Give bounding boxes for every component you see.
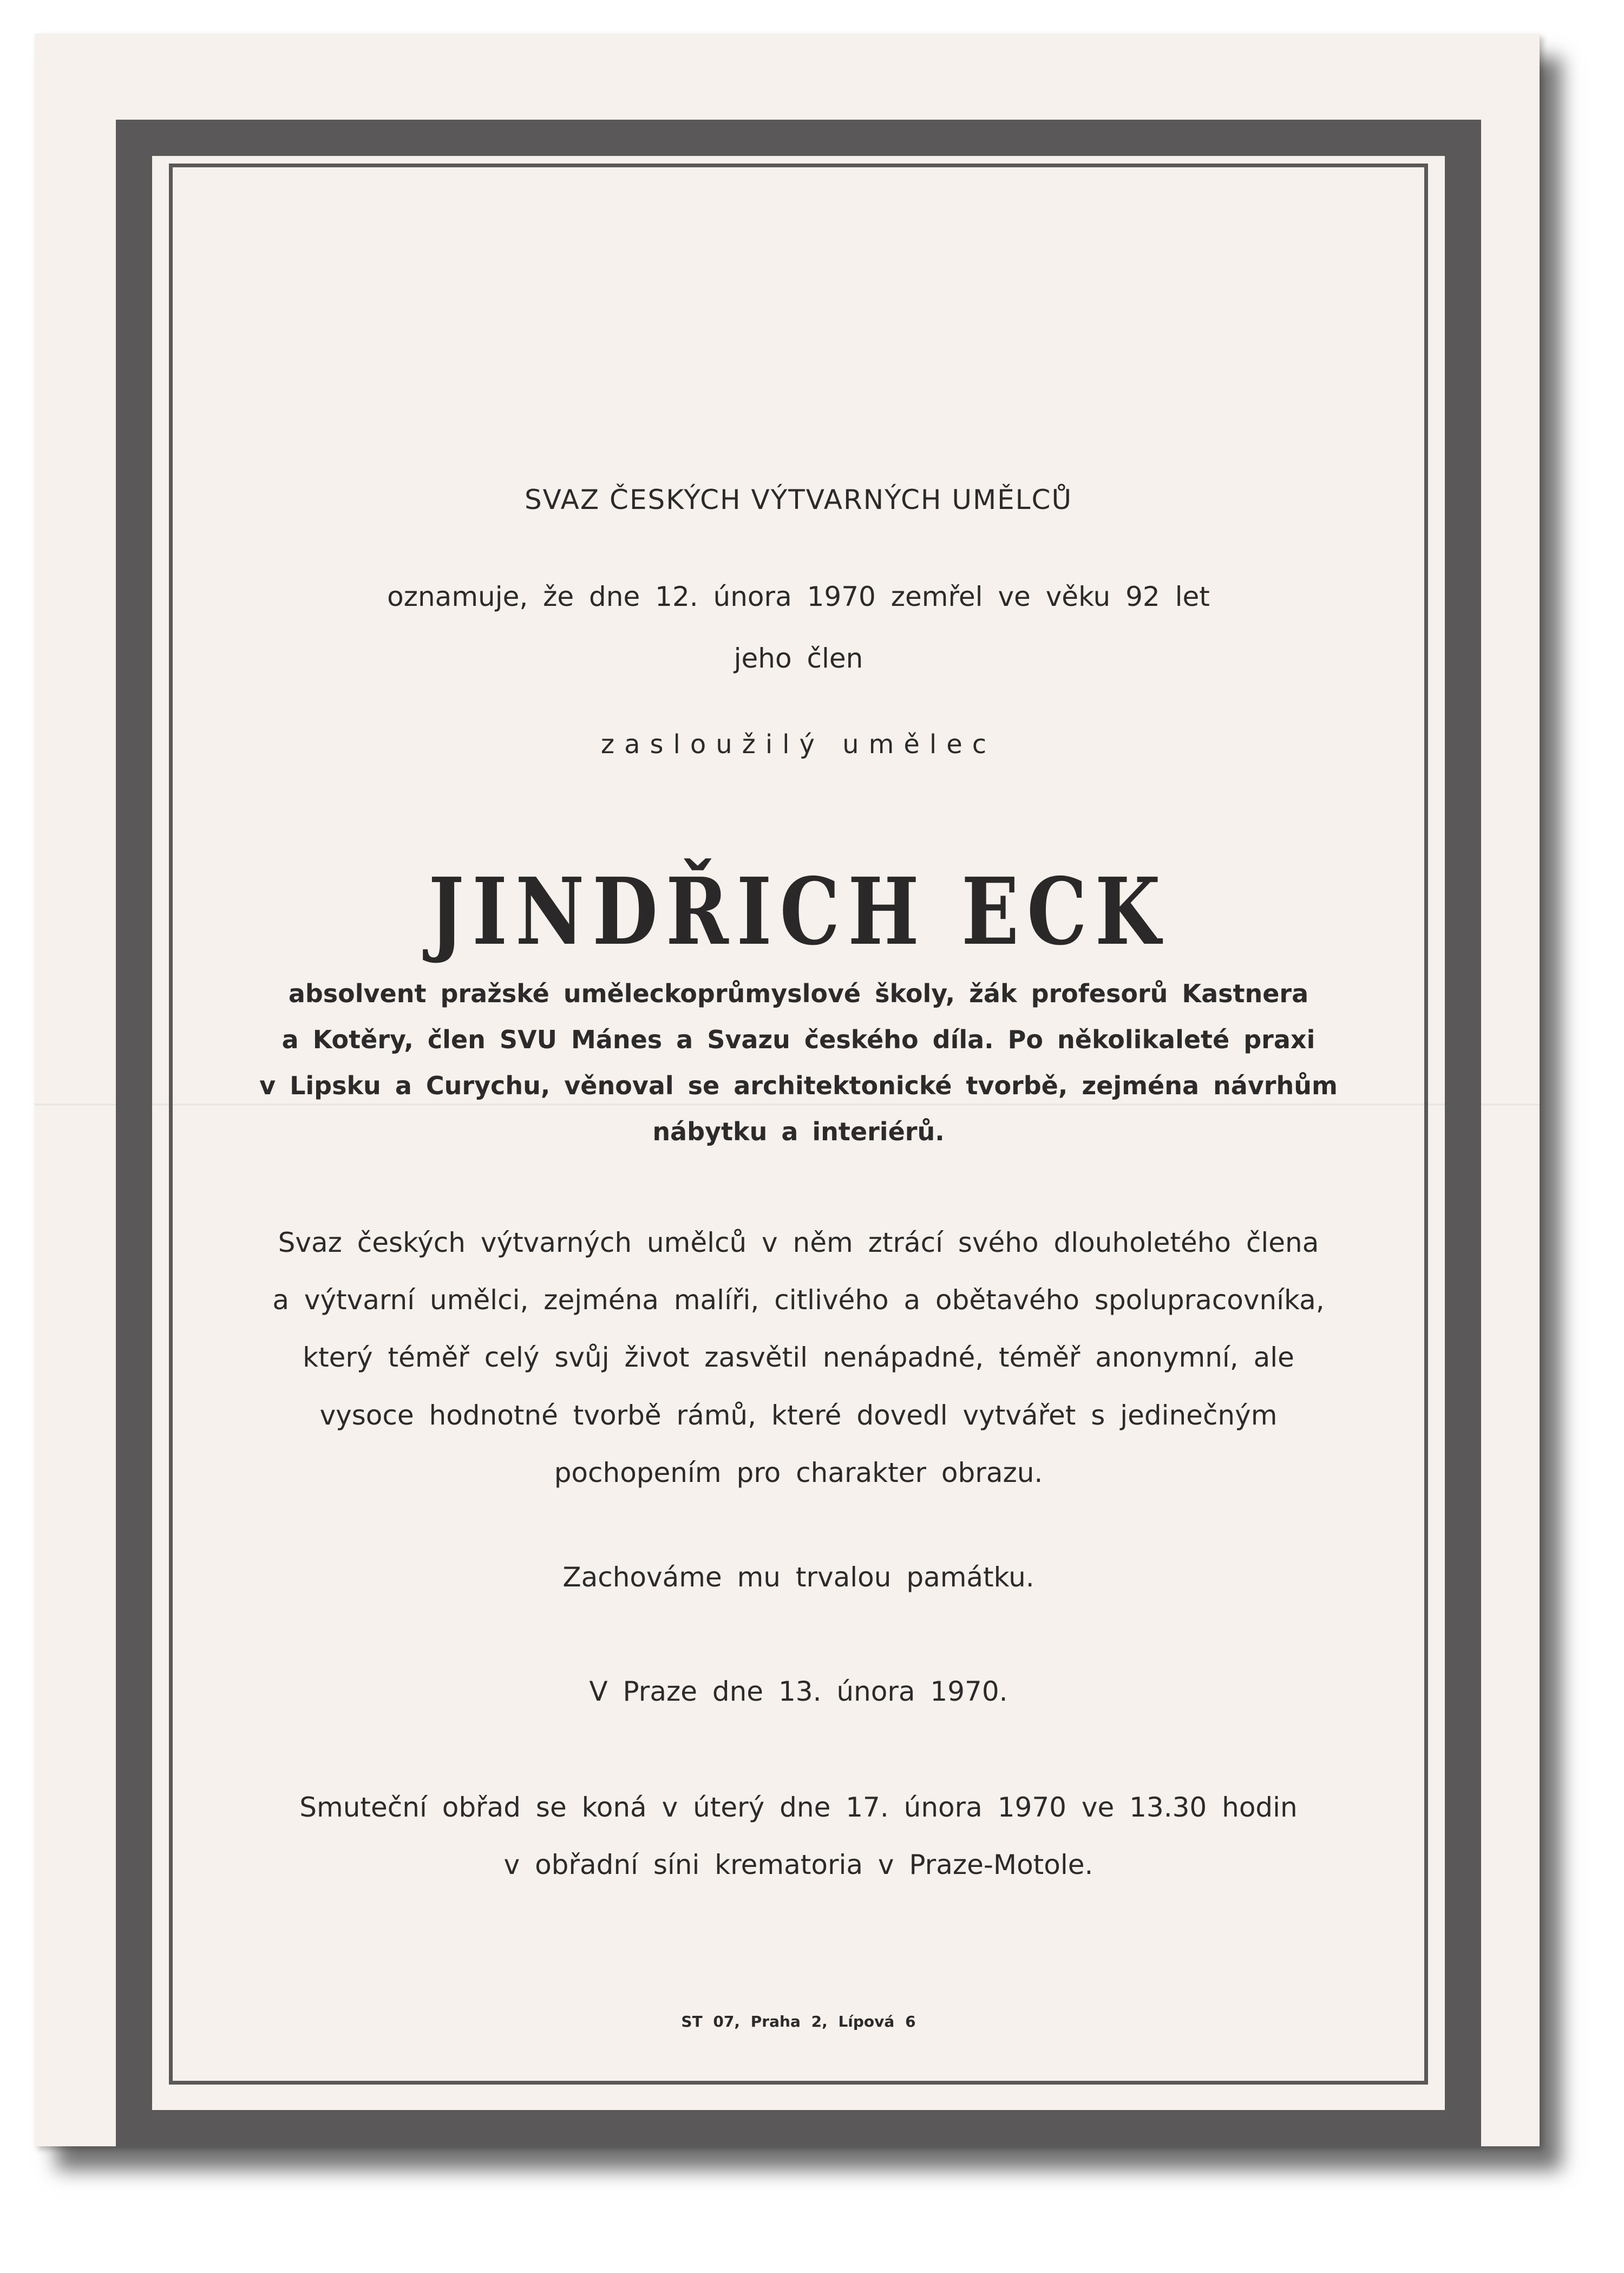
- bio-line: a Kotěry, člen SVU Mánes a Svazu českého díla. Po několikaleté praxi: [281, 1025, 1315, 1054]
- funeral-notice-sheet: [35, 34, 1540, 2146]
- member-line: jeho člen: [734, 643, 863, 674]
- remembrance-line: Zachováme mu trvalou památku.: [562, 1562, 1034, 1593]
- organization-heading: SVAZ ČESKÝCH VÝTVARNÝCH UMĚLCŮ: [524, 484, 1073, 515]
- bio-line: absolvent pražské uměleckoprůmyslové školy, žák profesorů Kastnera: [288, 979, 1309, 1008]
- ceremony-line: Smuteční obřad se koná v úterý dne 17. února 1970 ve 13.30 hodin: [299, 1792, 1298, 1823]
- deceased-name: JINDŘICH ECK: [428, 858, 1169, 966]
- honorary-title: zasloužilý umělec: [600, 729, 997, 760]
- tribute-line: Svaz českých výtvarných umělců v něm ztrácí svého dlouholetého člena: [278, 1227, 1319, 1258]
- tribute-line: pochopením pro charakter obrazu.: [554, 1457, 1043, 1488]
- bio-line: nábytku a interiérů.: [652, 1117, 945, 1146]
- notice-content: [173, 167, 1424, 2081]
- tribute-line: a výtvarní umělci, zejména malíři, citlivého a obětavého spolupracovníka,: [272, 1284, 1325, 1316]
- tribute-line: vysoce hodnotné tvorbě rámů, které dovedl vytvářet s jedinečným: [319, 1400, 1278, 1431]
- bio-line: v Lipsku a Curychu, věnoval se architektonické tvorbě, zejména návrhům: [259, 1071, 1338, 1100]
- ceremony-line: v obřadní síni krematoria v Praze-Motole.: [503, 1849, 1093, 1880]
- place-date-line: V Praze dne 13. února 1970.: [589, 1676, 1008, 1707]
- announcement-line: oznamuje, že dne 12. února 1970 zemřel ve věku 92 let: [387, 581, 1210, 612]
- tribute-line: který téměř celý svůj život zasvětil nenápadné, téměř anonymní, ale: [303, 1342, 1294, 1373]
- printer-imprint: ST 07, Praha 2, Lípová 6: [681, 2013, 916, 2030]
